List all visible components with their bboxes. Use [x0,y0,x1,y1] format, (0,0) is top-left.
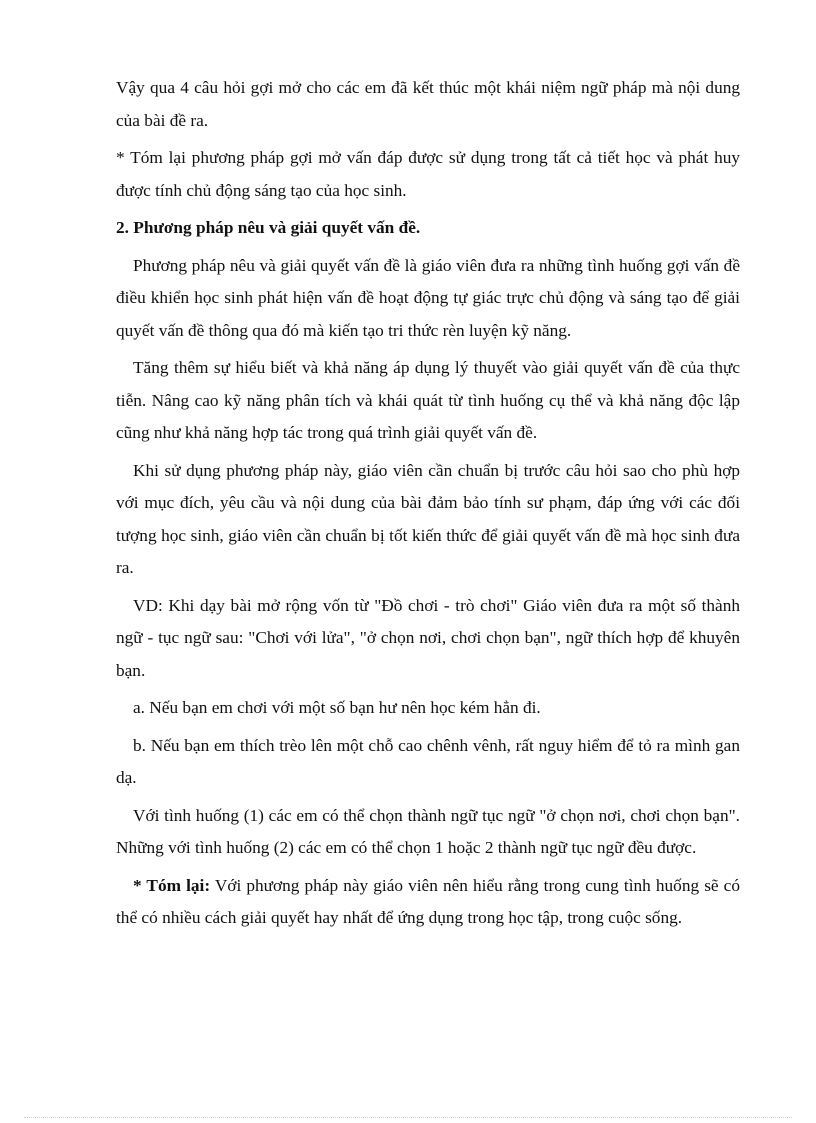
paragraph-usage: Khi sử dụng phương pháp này, giáo viên cần chuẩn bị trước câu hỏi sao cho phù hợp với mục đích, yêu cầu và nội dung của bài đảm bảo tính sư phạm, đáp ứng với các đối tượng học sinh, giáo viên cần chuẩn bị tốt kiến thức để giải quyết vấn đề mà học sinh đưa ra. [116,460,740,577]
paragraph-summary-2 [116,870,740,935]
page-divider [24,1117,792,1118]
paragraph-situations: Với tình huống (1) các em có thể chọn thành ngữ tục ngữ "ở chọn nơi, chơi chọn bạn". Những với tình huống (2) các em có thể chọn 1 hoặc 2 thành ngữ tục ngữ đều được. [116,805,740,857]
paragraph-definition: Phương pháp nêu và giải quyết vấn đề là giáo viên đưa ra những tình huống gợi vấn đề điều khiển học sinh phát hiện vấn đề hoạt động tự giác trực chủ động và sáng tạo để giải quyết vấn đề thông qua đó mà kiến tạo tri thức rèn luyện kỹ năng. [116,255,740,340]
paragraph-summary-1: * Tóm lại phương pháp gợi mở vấn đáp được sử dụng trong tất cả tiết học và phát huy được tính chủ động sáng tạo của học sinh. [116,148,740,200]
list-item-a: a. Nếu bạn em chơi với một số bạn hư nên học kém hẳn đi. [133,698,541,717]
paragraph-conclusion: Vậy qua 4 câu hỏi gợi mở cho các em đã kết thúc một khái niệm ngữ pháp mà nội dung của bài đề ra. [116,78,740,130]
paragraph-example: VD: Khi dạy bài mở rộng vốn từ "Đồ chơi - trò chơi" Giáo viên đưa ra một số thành ngữ - tục ngữ sau: "Chơi với lửa", "ở chọn nơi, chơi chọn bạn", ngữ thích hợp để khuyên bạn. [116,595,740,680]
list-item-b: b. Nếu bạn em thích trèo lên một chỗ cao chênh vênh, rất nguy hiểm để tỏ ra mình gan dạ. [116,735,740,787]
section-heading: 2. Phương pháp nêu và giải quyết vấn đề. [116,218,421,237]
summary-label: * Tóm lại: [133,875,211,895]
document-body [116,72,740,940]
summary-text: Với phương pháp này giáo viên nên hiểu rằng trong cung tình huống sẽ có thể có nhiều cách giải quyết hay nhất để ứng dụng trong học tập, trong cuộc sống. [116,875,740,927]
paragraph-benefits: Tăng thêm sự hiểu biết và khả năng áp dụng lý thuyết vào giải quyết vấn đề của thực tiễn. Nâng cao kỹ năng phân tích và khái quát từ tình huống cụ thể và khả năng độc lập cũng như khả năng hợp tác trong quá trình giải quyết vấn đề. [116,358,740,442]
